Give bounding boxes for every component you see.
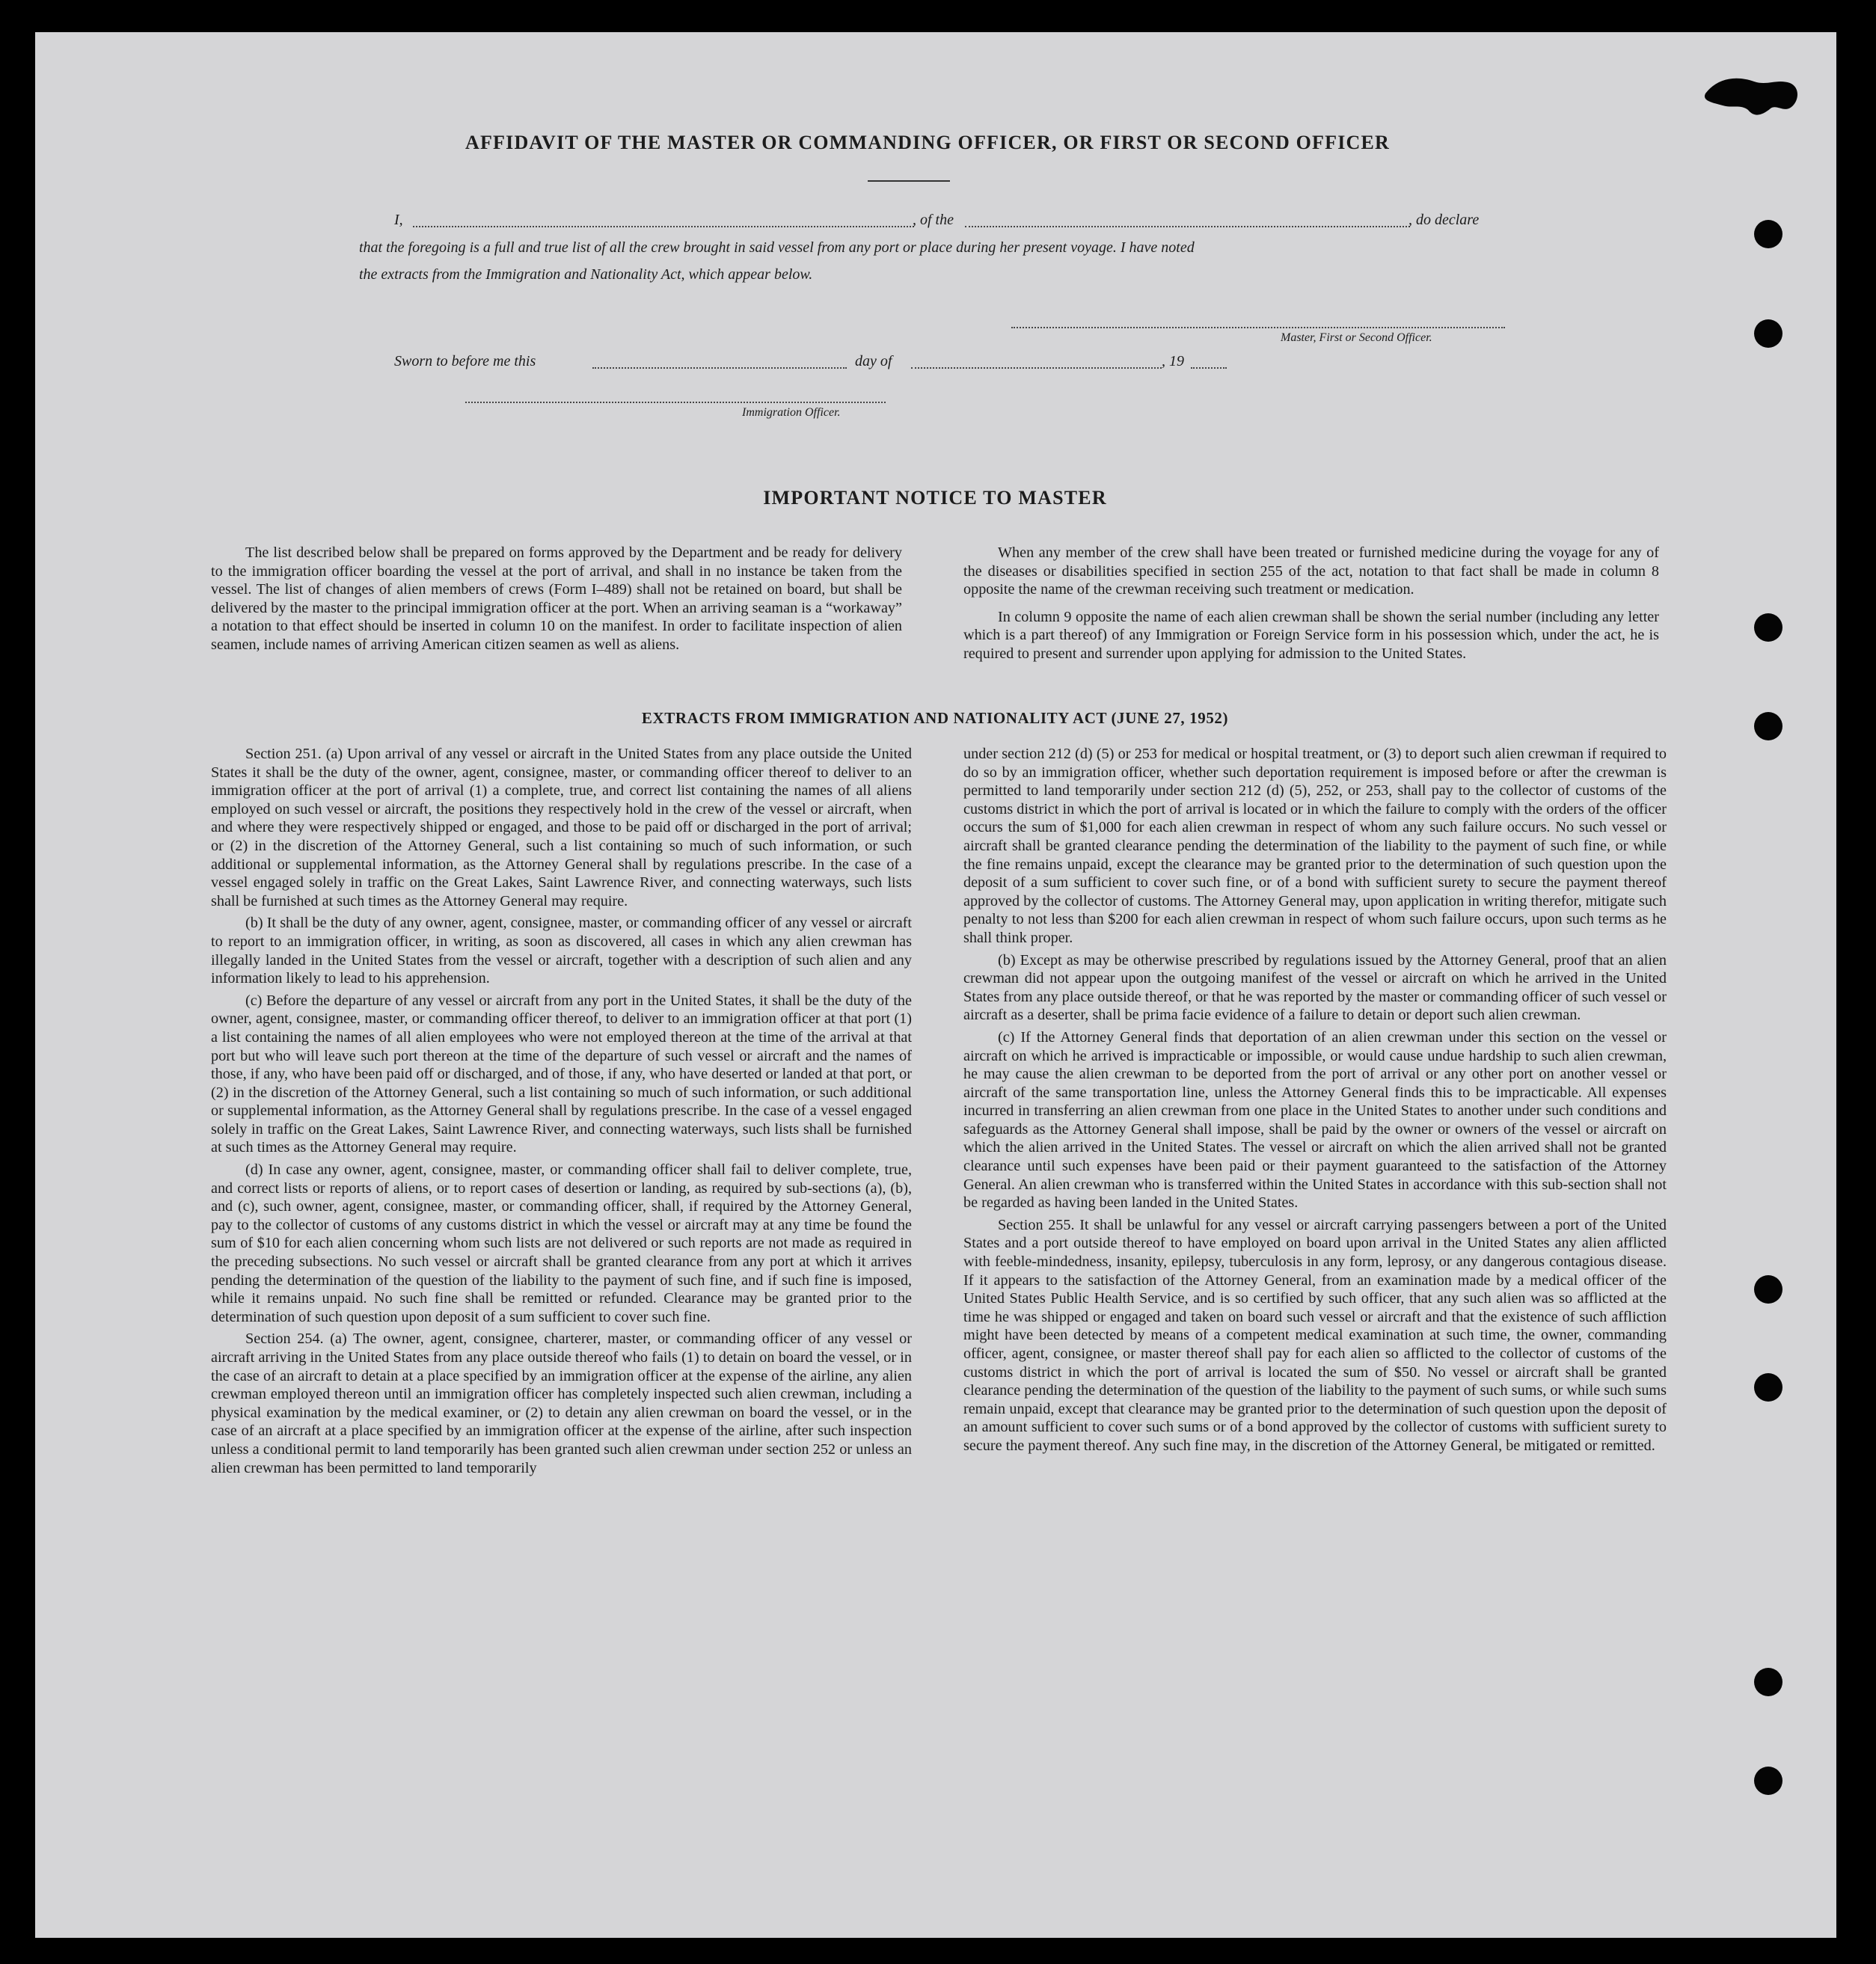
section-251-d: (d) In case any owner, agent, consignee, master, or commanding officer shall fail to deliver complete, true, and correct lists or reports of aliens, or to report cases of desertion or landing, as required by sub-sections (a), (b), and (c), such owner, agent, consignee, master, or commanding officer, shall, if required by the Attorney General, pay to the collector of customs of any customs district in which the vessel or aircraft may at any time be found the sum of $10 for each alien concerning whom such lists are not delivered or such reports are not made as required in the preceding subsections. No such vessel or aircraft shall be granted clearance from any port at which it arrives pending the determination of the question of the liability to the payment of such fine, and if such fine is imposed, while it remains unpaid. No such fine shall be remitted or refunded. Clearance may be granted prior to the determination of such question upon deposit of a sum sufficient to cover such fine. [211,1161,912,1325]
sworn-year-field[interactable] [1191,367,1227,369]
punch-hole [1754,220,1782,248]
notice-left-paragraph: The list described below shall be prepared on forms approved by the Department and be ready for delivery to the immigration officer boarding the vessel at the port of arrival, and shall in no instance be taken from the vessel. The list of changes of alien members of crews (Form I–489) shall not be retained on board, but shall be delivered by the master to the principal immigration officer at the port. When an arriving seaman is a “workaway” a notation to that effect should be inserted in column 10 on the manifest. In order to facilitate inspection of alien seamen, include names of arriving American citizen seamen as well as aliens. [211,544,902,653]
officer-signature-line[interactable] [465,402,886,403]
do-declare-label: , do declare [1408,212,1480,228]
year-prefix-label: , 19 [1162,353,1184,369]
punch-hole [1754,1373,1782,1402]
affidavit-heading: AFFIDAVIT OF THE MASTER OR COMMANDING OFFICER, OR FIRST OR SECOND OFFICER [465,132,1391,153]
of-the-label: , of the [913,212,954,228]
section-251-b: (b) It shall be the duty of any owner, agent, consignee, master, or commanding officer of any vessel or aircraft to report to an immigration officer, in writing, as soon as discovered, all cases in which any alien crewman has illegally landed in the United States from the vessel or aircraft, together with a description of such alien and any information likely to lead to his apprehension. [211,915,912,987]
notice-left-column [211,544,902,658]
punch-hole [1754,613,1782,642]
section-254-b: (b) Except as may be otherwise prescribed by regulations issued by the Attorney General, proof that an alien crewman did not appear upon the outgoing manifest of the vessel or aircraft on which he arrived in the United States from any place outside thereof, or that he was reported by the master or commanding officer of such vessel or aircraft as a deserter, shall be prima facie evidence of a failure to detain or deport such alien crewman. [963,951,1667,1024]
master-signature-label: Master, First or Second Officer. [1281,331,1432,344]
notice-right-paragraph-2: In column 9 opposite the name of each alien crewman shall be shown the serial number (including any letter which is a part thereof) of any Immigration or Foreign Service form in his possession which, under the act, he is required to present and surrender upon applying for admission to the United States. [963,608,1659,662]
extracts-left-column [211,745,912,1481]
punch-hole [1754,1668,1782,1696]
declarant-name-field[interactable] [413,226,914,227]
declaration-text-line-1: that the foregoing is a full and true list of all the crew brought in said vessel from any port or place during her present voyage. I have noted [359,239,1195,256]
master-signature-line[interactable] [1011,327,1505,328]
extracts-heading: EXTRACTS FROM IMMIGRATION AND NATIONALITY ACT (JUNE 27, 1952) [641,709,1229,727]
declarant-label: I, [394,212,403,228]
notice-heading: IMPORTANT NOTICE TO MASTER [763,487,1107,509]
section-251-a: Section 251. (a) Upon arrival of any vessel or aircraft in the United States from any place outside the United States it shall be the duty of the owner, agent, consignee, master, or commanding officer thereof to deliver to an immigration officer at the port of arrival (1) a complete, true, and correct list containing the names of all aliens employed on such vessel or aircraft, the positions they respectively hold in the crew of the vessel or aircraft, when and where they were respectively shipped or engaged, and those to be paid off or discharged in the port of arrival; or (2) in the discretion of the Attorney General, such a list containing so much of such information, or such additional or supplemental information, as the Attorney General shall by regulations prescribe. In the case of a vessel engaged solely in traffic on the Great Lakes, Saint Lawrence River, and connecting waterways, such lists shall be furnished at such times as the Attorney General may require. [211,746,912,909]
punch-hole [1754,712,1782,740]
section-254-a: Section 254. (a) The owner, agent, consignee, charterer, master, or commanding officer of any vessel or aircraft arriving in the United States from any place outside thereof who fails (1) to detain on board the vessel, or in the case of an aircraft to detain at a place specified by an immigration officer at the expense of the airline, any alien crewman employed thereon until an immigration officer has completely inspected such alien crewman, including a physical examination by the medical examiner, or (2) to detain any alien crewman on board the vessel, or in the case of an aircraft at a place specified by an immigration officer at the expense of the airline, after such inspection unless a conditional permit to land temporarily has been granted such alien crewman under section 252 or unless an alien crewman has been permitted to land temporarily [211,1331,912,1476]
sworn-label: Sworn to before me this [394,353,536,369]
section-255: Section 255. It shall be unlawful for any vessel or aircraft carrying passengers between a port of the United States and a port outside thereof to have employed on board upon arrival in the United States any alien afflicted with feeble-mindedness, insanity, epilepsy, tuberculosis in any form, leprosy, or any dangerous contagious disease. If it appears to the satisfaction of the Attorney General, from an examination made by a medical officer of the United States Public Health Service, and is so certified by such officer, that any such alien was so afflicted at the time he was shipped or engaged and taken on board such vessel or aircraft and that the existence of such affliction might have been detected by means of a competent medical examination at such time, the owner, commanding officer, agent, consignee, or master thereof shall pay for each alien so afflicted to the collector of customs of the customs district in which the port of arrival is located the sum of $50. No vessel or aircraft shall be granted clearance pending the determination of the question of the liability to the payment of such sums, or while such sums remain unpaid, except that clearance may be granted prior to the determination of such question upon the deposit of an amount sufficient to cover such sums or of a bond approved by the collector of customs with sufficient surety to secure the payment thereof. Any such fine may, in the discretion of the Attorney General, be mitigated or remitted. [963,1216,1667,1454]
sworn-month-field[interactable] [911,367,1162,369]
extracts-right-column [963,745,1667,1459]
notice-right-column [963,544,1659,667]
heading-underline [868,180,950,182]
punch-hole [1754,1767,1782,1795]
declaration-text-line-2: the extracts from the Immigration and Nationality Act, which appear below. [359,266,813,283]
punch-hole [1754,1275,1782,1304]
punch-hole [1754,319,1782,348]
notice-right-paragraph-1: When any member of the crew shall have been treated or furnished medicine during the voyage for any of the diseases or disabilities specified in section 255 of the act, notation to that fact shall be made in column 8 opposite the name of the crewman receiving such treatment or medication. [963,544,1659,598]
sworn-day-field[interactable] [592,367,847,369]
officer-signature-label: Immigration Officer. [742,406,841,419]
section-254-c: (c) If the Attorney General finds that deportation of an alien crewman under this section on the vessel or aircraft on which he arrived is impracticable or impossible, or would cause undue hardship to such alien crewman, he may cause the alien crewman to be deported from the port of arrival or any other port on another vessel or aircraft of the same transportation line, unless the Attorney General finds this to be impracticable. All expenses incurred in transferring an alien crewman from one place in the United States to another under such conditions and safeguards as the Attorney General shall impose, shall be paid by the owner or owners of the vessel or aircraft on which the alien arrived in the United States. The vessel or aircraft on which the alien arrived shall not be granted clearance until such expenses have been paid or their payment guaranteed to the satisfaction of the Attorney General. An alien crewman who is transferred within the United States in accordance with this sub-section shall not be regarded as having been landed in the United States. [963,1028,1667,1212]
section-251-c: (c) Before the departure of any vessel or aircraft from any port in the United States, it shall be the duty of the owner, agent, consignee, master, or commanding officer thereof, to deliver to an immigration officer at that port (1) a list containing the names of all alien employees who were not employed thereon at the time of the arrival at that port but who will leave such port thereon at the time of the departure of such vessel or aircraft and the names of those, if any, who have been paid off or discharged, and of those, if any, who have deserted or landed at that port, or (2) in the discretion of the Attorney General, such a list containing so much of such information, or such additional or supplemental information, as the Attorney General shall by regulations prescribe. In the case of a vessel engaged solely in traffic on the Great Lakes, Saint Lawrence River, and connecting waterways, such lists shall be furnished at such times as the Attorney General may require. [211,992,912,1156]
vessel-name-field[interactable] [965,226,1410,227]
section-254-a-continued: under section 212 (d) (5) or 253 for medical or hospital treatment, or (3) to deport such alien crewman if required to do so by an immigration officer, whether such deportation requirement is imposed before or after the crewman is permitted to land temporarily under section 212 (d) (5), 252, or 253, shall pay to the collector of customs of the customs district in which the port of arrival is located or in which the failure to comply with the orders of the officer occurs the sum of $1,000 for each alien crewman in respect of whom any such failure occurs. No such vessel or aircraft shall be granted clearance pending the determination of the liability to the payment of such fine, or while the fine remains unpaid, except the clearance may be granted prior to the determination of such question upon the deposit of a sum sufficient to cover such fine, or of a bond with sufficient surety to secure the payment thereof approved by the collector of customs. The Attorney General may, upon application in writing therefor, mitigate such penalty to not less than $200 for each alien crewman in respect of whom such failure occurs, upon such terms as he shall think proper. [963,746,1667,946]
day-of-label: day of [855,353,892,369]
torn-paper-mark [1702,71,1806,123]
